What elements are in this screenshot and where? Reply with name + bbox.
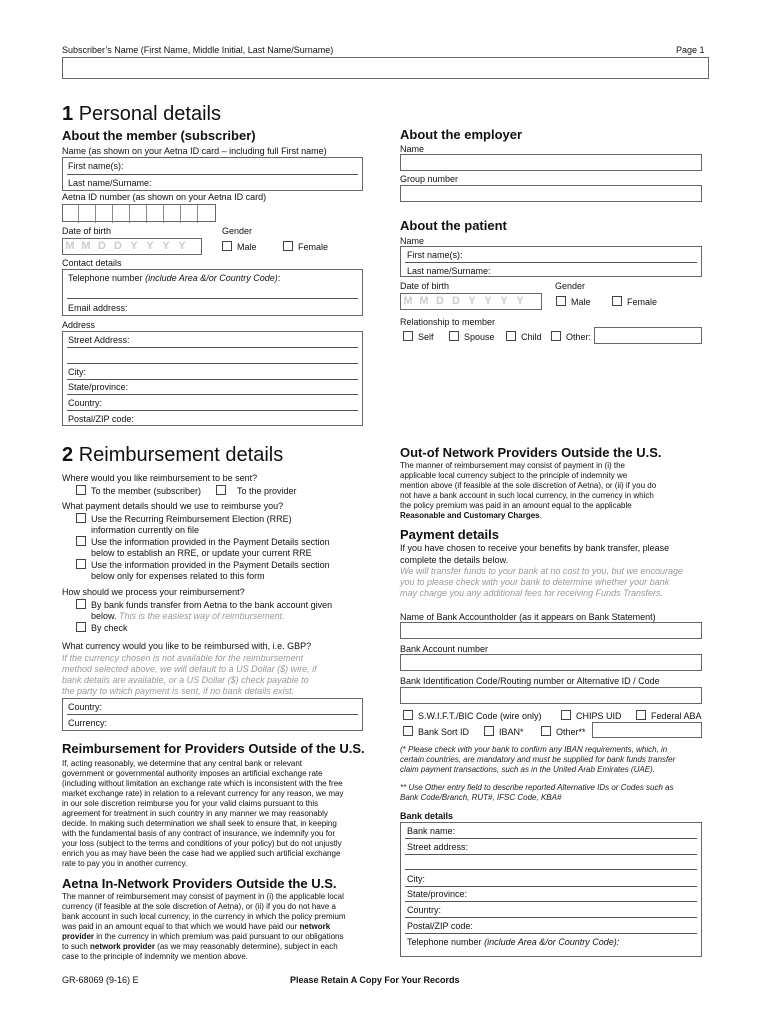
accountholder-field[interactable] <box>400 622 702 639</box>
bank-telephone-label: Telephone number (include Area &/or Country Code): <box>407 937 620 947</box>
other-code-label: Other** <box>556 727 586 737</box>
payment-text-1: If you have chosen to receive your benefits by bank transfer, please <box>400 543 670 553</box>
providers-heading: Reimbursement for Providers Outside of the U.S. <box>62 741 365 756</box>
accountholder-label: Name of Bank Accountholder (as it appears on Bank Statement) <box>400 612 656 622</box>
patient-name-box <box>400 246 702 277</box>
patient-male-label: Male <box>571 297 591 307</box>
patient-female-label: Female <box>627 297 658 307</box>
bank-name-field[interactable] <box>405 838 697 839</box>
to-member-label: To the member (subscriber) <box>91 486 202 496</box>
iban-label: IBAN* <box>499 727 524 737</box>
page-number: Page 1 <box>676 45 705 55</box>
employer-heading: About the employer <box>400 127 523 142</box>
state-label: State/province: <box>68 382 129 392</box>
currency-note-3: bank details are available, or a US Dollar ($) check payable to <box>62 675 309 685</box>
innetwork-text: The manner of reimbursement may consist of payment in (i) the applicable local currency (if feasible at the sole discretion of Aetna), or (ii) if you do not have a bank account in such local currency, in the currency in which the policy premium was paid in an amount equal to that which we would have paid our network provider in the currency in which premium was paid pursuant to our obligations to such network provider (as we may reasonably determine), subject in each case to the principle of indemnity we mention above. <box>62 892 346 961</box>
state-field[interactable] <box>67 394 358 395</box>
patient-gender-label: Gender <box>555 281 586 291</box>
establish-rre-label: Use the information provided in the Payment Details section <box>91 537 330 547</box>
patient-male-checkbox[interactable] <box>556 296 566 306</box>
bank-state-label: State/province: <box>407 889 468 899</box>
q-payment-label: What payment details should we use to reimburse you? <box>62 501 284 511</box>
city-field[interactable] <box>67 379 358 380</box>
currency-note-4: the party to which payment is sent, if no bank details exist. <box>62 686 295 696</box>
swift-label: S.W.I.F.T./BIC Code (wire only) <box>418 711 542 721</box>
other-relationship-field[interactable] <box>594 327 702 344</box>
this-form-only-checkbox[interactable] <box>76 559 86 569</box>
chips-label: CHIPS UID <box>576 711 622 721</box>
other-note: ** Use Other entry field to describe reported Alternative IDs or Codes such as Bank Code/Branch, RUT#, IFSC Code, KBA# <box>400 783 674 802</box>
country-field[interactable] <box>67 410 358 411</box>
rre-label-2: information currently on file <box>91 525 200 535</box>
patient-name-label: Name <box>400 236 425 246</box>
other-relationship-label: Other: <box>566 332 592 342</box>
other-code-field[interactable] <box>592 722 702 738</box>
currency-box <box>62 698 363 731</box>
payment-note-1: We will transfer funds to your bank at no cost to you, but we encourage <box>400 566 683 576</box>
oon-text: The manner of reimbursement may consist of payment in (i) the applicable local currency subject to the principle of indemnity we mention above (if feasible at the sole discretion of Aetna), or (ii) if you do not have a bank account in such local currency, in the currency in which the policy premium was paid in an amount equal to the applicable Reasonable and Customary Charges. <box>400 461 657 520</box>
street-address-label: Street Address: <box>68 335 130 345</box>
spouse-checkbox[interactable] <box>449 331 459 341</box>
to-member-checkbox[interactable] <box>76 485 86 495</box>
bank-transfer-label-2: below. This is the easiest way of reimbursement. <box>91 611 285 621</box>
this-form-only-label: Use the information provided in the Payment Details section <box>91 560 330 570</box>
member-last-name-label: Last name/Surname: <box>68 178 152 188</box>
bank-street-field-1[interactable] <box>405 854 697 855</box>
bank-country-label: Country: <box>407 905 442 915</box>
aetna-id-label: Aetna ID number (as shown on your Aetna ID card) <box>62 192 267 202</box>
postal-label: Postal/ZIP code: <box>68 414 134 424</box>
patient-female-checkbox[interactable] <box>612 296 622 306</box>
payment-text-2: complete the details below. <box>400 555 509 565</box>
rre-checkbox[interactable] <box>76 513 86 523</box>
currency-country-label: Country: <box>68 702 103 712</box>
employer-name-field[interactable] <box>400 154 702 171</box>
subscriber-name-field[interactable] <box>62 57 709 79</box>
chips-checkbox[interactable] <box>561 710 571 720</box>
member-dob-label: Date of birth <box>62 226 112 236</box>
street-address-field-2[interactable] <box>67 363 358 364</box>
bank-postal-label: Postal/ZIP code: <box>407 921 473 931</box>
other-relationship-checkbox[interactable] <box>551 331 561 341</box>
telephone-label: Telephone number (include Area &/or Country Code): <box>68 273 281 283</box>
child-checkbox[interactable] <box>506 331 516 341</box>
payment-heading: Payment details <box>400 527 499 542</box>
oon-heading: Out-of Network Providers Outside the U.S. <box>400 445 662 460</box>
innetwork-heading: Aetna In-Network Providers Outside the U.S. <box>62 876 337 891</box>
patient-first-name-label: First name(s): <box>407 250 463 260</box>
spouse-label: Spouse <box>464 332 495 342</box>
by-check-label: By check <box>91 623 128 633</box>
to-provider-label: To the provider <box>237 486 297 496</box>
currency-label: Currency: <box>68 718 108 728</box>
patient-first-name-field[interactable] <box>405 262 697 263</box>
patient-dob-placeholder: M M D D Y Y Y Y <box>403 295 524 307</box>
patient-dob-label: Date of birth <box>400 281 450 291</box>
street-address-field-1[interactable] <box>67 347 358 348</box>
currency-note-2: method selected above, we will default to a US Dollar ($) wire, if <box>62 664 317 674</box>
q-where-label: Where would you like reimbursement to be sent? <box>62 473 258 483</box>
self-label: Self <box>418 332 434 342</box>
other-code-checkbox[interactable] <box>541 726 551 736</box>
this-form-only-label-2: below only for expenses related to this form <box>91 571 265 581</box>
member-male-checkbox[interactable] <box>222 241 232 251</box>
section1-title <box>62 103 221 126</box>
currency-country-field[interactable] <box>67 714 358 715</box>
bank-state-field[interactable] <box>405 901 697 902</box>
section2-title-text: Reimbursement details <box>78 444 284 466</box>
member-name-box <box>62 157 363 191</box>
address-label: Address <box>62 320 96 330</box>
federal-aba-label: Federal ABA <box>651 711 702 721</box>
member-address-box <box>62 331 363 426</box>
group-number-field[interactable] <box>400 185 702 202</box>
member-first-name-field[interactable] <box>67 174 358 175</box>
member-male-label: Male <box>237 242 257 252</box>
iban-note: (* Please check with your bank to confirm any IBAN requirements, which, in certain countries, are mandatory and must be supplied for bank funds transfer claim payment transactions, such as in the United Arab Emirates (UAE). <box>400 745 676 774</box>
bank-name-label: Bank name: <box>407 826 456 836</box>
account-number-label: Bank Account number <box>400 644 489 654</box>
swift-checkbox[interactable] <box>403 710 413 720</box>
q-currency-label: What currency would you like to be reimbursed with, i.e. GBP? <box>62 641 312 651</box>
bank-city-field[interactable] <box>405 886 697 887</box>
patient-last-name-label: Last name/Surname: <box>407 266 491 276</box>
sort-id-label: Bank Sort ID <box>418 727 470 737</box>
relationship-label: Relationship to member <box>400 317 496 327</box>
bank-city-label: City: <box>407 874 425 884</box>
account-number-field[interactable] <box>400 654 702 671</box>
rre-label: Use the Recurring Reimbursement Election (RRE) <box>91 514 292 524</box>
providers-text: If, acting reasonably, we determine that any central bank or relevant government or governmental authority imposes an artificial exchange rate (including without limitation an exchange rate which is inconsistent with the free market exchange rate) in relation to a relevant currency for any reason, we may in our sole discretion reimburse you for your valid claims pursuant to this agreement for treatment in such country in any manner we may reasonably decide. In making such determination we shall seek to ensure that, in keeping with the fundamental basis of any contract of insurance, we indemnify you for your loss (subject to the terms and conditions of your policy) but do not unjustly enrich you as may have been the case had we applied such artificial exchange rate to pay you in another currency. <box>62 759 344 868</box>
member-heading: About the member (subscriber) <box>62 128 256 143</box>
establish-rre-label-2: below to establish an RRE, or update your current RRE <box>91 548 312 558</box>
group-number-label: Group number <box>400 174 459 184</box>
section1-title-text: Personal details <box>78 103 221 125</box>
section2-number: 2 <box>62 444 74 466</box>
member-gender-label: Gender <box>222 226 253 236</box>
member-female-checkbox[interactable] <box>283 241 293 251</box>
email-label: Email address: <box>68 303 128 313</box>
self-checkbox[interactable] <box>403 331 413 341</box>
bank-street-label: Street address: <box>407 842 469 852</box>
bank-country-field[interactable] <box>405 917 697 918</box>
section1-number: 1 <box>62 103 74 125</box>
bank-details-box <box>400 822 702 957</box>
form-code: GR-68069 (9-16) E <box>62 975 139 985</box>
establish-rre-checkbox[interactable] <box>76 536 86 546</box>
payment-note-2: you to please check with your bank to determine whether your bank <box>400 577 670 587</box>
bank-transfer-checkbox[interactable] <box>76 599 86 609</box>
subscriber-name-label: Subscriber’s Name (First Name, Middle Initial, Last Name/Surname) <box>62 45 334 55</box>
telephone-field[interactable] <box>67 298 358 299</box>
bank-id-label: Bank Identification Code/Routing number or Alternative ID / Code <box>400 676 660 686</box>
employer-name-label: Name <box>400 144 425 154</box>
sort-id-checkbox[interactable] <box>403 726 413 736</box>
bank-id-field[interactable] <box>400 687 702 704</box>
to-provider-checkbox[interactable] <box>216 485 226 495</box>
contact-details-box <box>62 269 363 316</box>
member-dob-placeholder: M M D D Y Y Y Y <box>65 240 186 252</box>
bank-postal-field[interactable] <box>405 933 697 934</box>
child-label: Child <box>521 332 542 342</box>
currency-note-1: If the currency chosen is not available for the reimbursement <box>62 653 304 663</box>
member-name-note: Name (as shown on your Aetna ID card – including full First name) <box>62 146 327 156</box>
iban-checkbox[interactable] <box>484 726 494 736</box>
federal-aba-checkbox[interactable] <box>636 710 646 720</box>
bank-details-label: Bank details <box>400 811 454 821</box>
country-label: Country: <box>68 398 103 408</box>
member-female-label: Female <box>298 242 329 252</box>
member-first-name-label: First name(s): <box>68 161 124 171</box>
q-process-label: How should we process your reimbursement? <box>62 587 245 597</box>
patient-heading: About the patient <box>400 218 507 233</box>
by-check-checkbox[interactable] <box>76 622 86 632</box>
bank-street-field-2[interactable] <box>405 869 697 870</box>
city-label: City: <box>68 367 86 377</box>
aetna-id-field[interactable] <box>62 204 216 222</box>
contact-details-label: Contact details <box>62 258 122 268</box>
retain-copy-note: Please Retain A Copy For Your Records <box>290 975 460 985</box>
bank-transfer-label: By bank funds transfer from Aetna to the bank account given <box>91 600 333 610</box>
payment-note-3: may charge you any additional fees for receiving Funds Transfers. <box>400 588 663 598</box>
section2-title <box>62 444 283 467</box>
